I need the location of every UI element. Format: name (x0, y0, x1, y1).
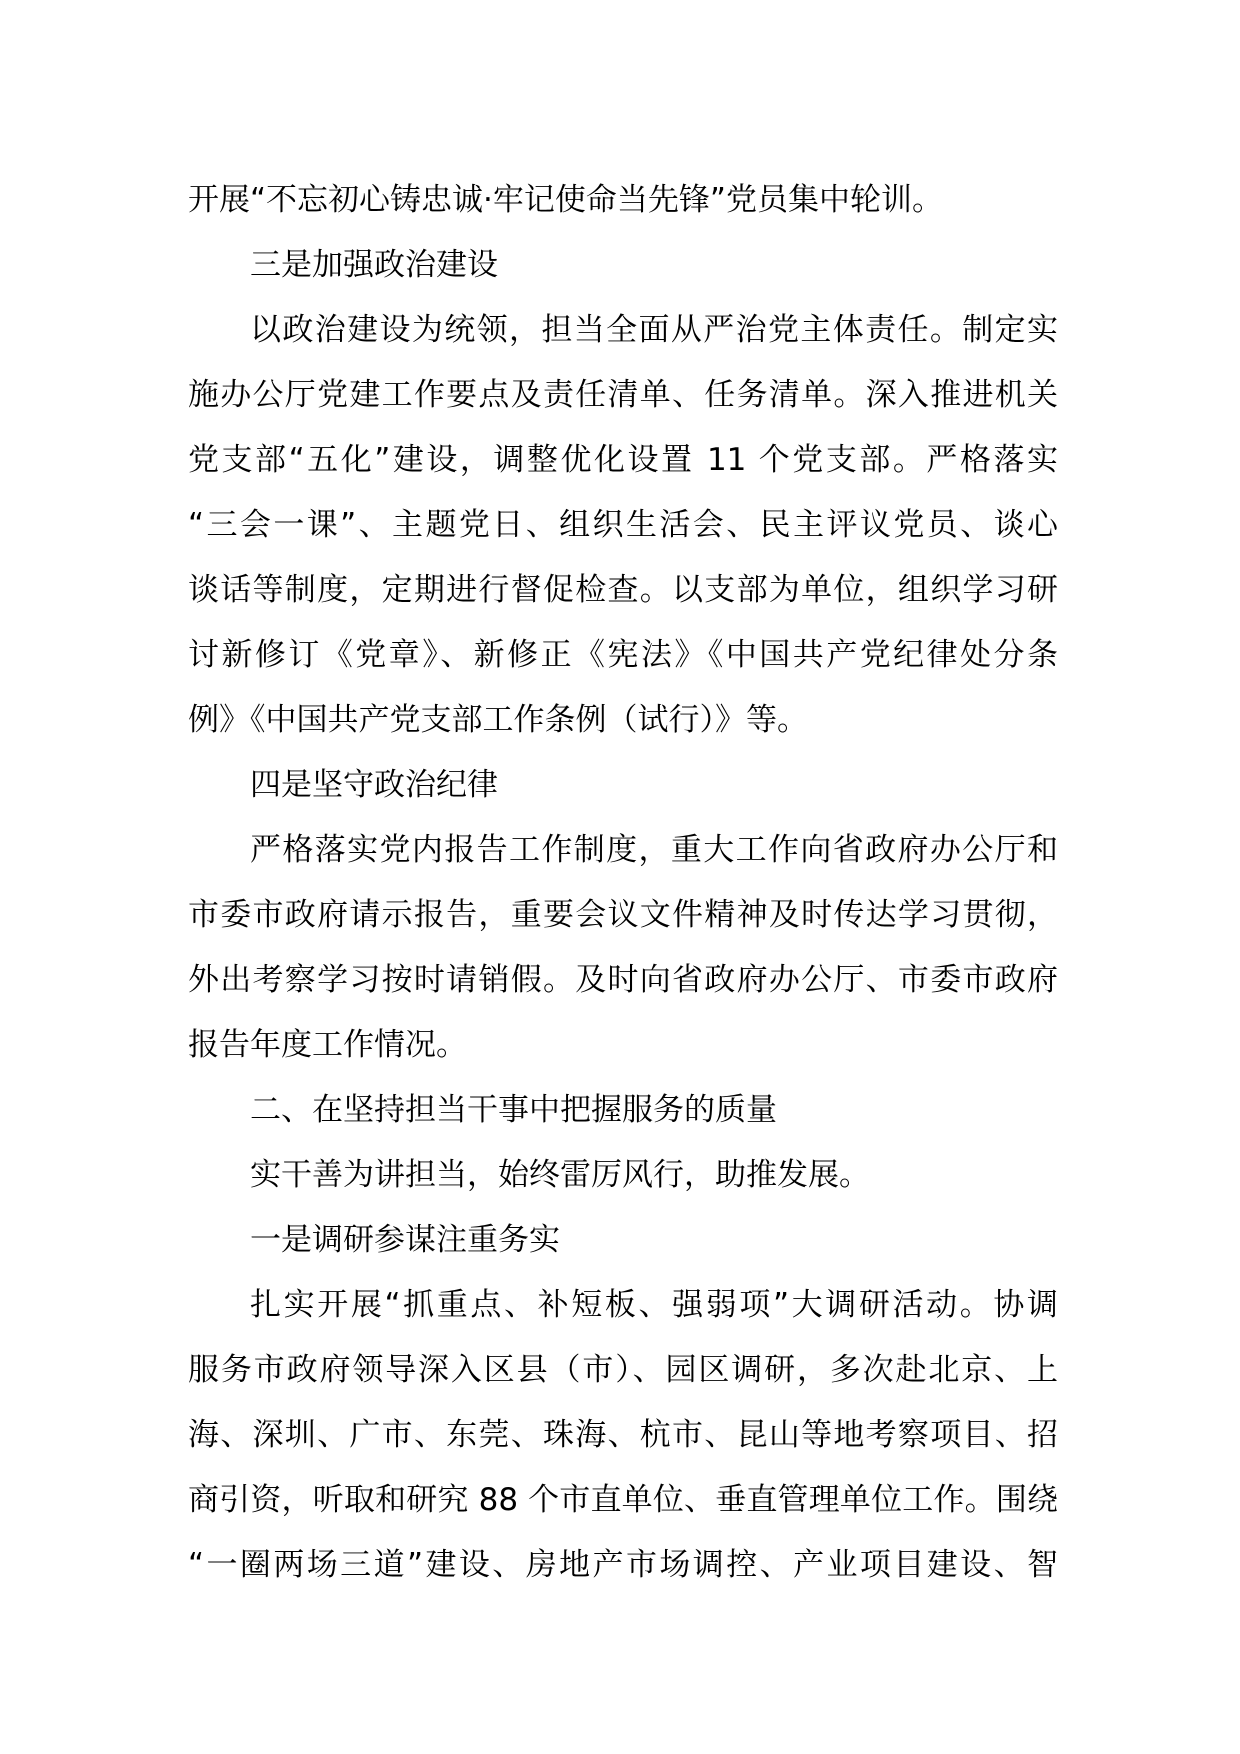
text-line: 实干善为讲担当，始终雷厉风行，助推发展。 (250, 1157, 870, 1193)
text-line: 外出考察学习按时请销假。及时向省政府办公厅、市委市政府 (188, 962, 1058, 998)
text-line: 施办公厅党建工作要点及责任清单、任务清单。深入推进机关 (188, 377, 1058, 413)
text-line: 讨新修订《党章》、新修正《宪法》《中国共产党纪律处分条 (188, 637, 1058, 673)
text-line: 服务市政府领导深入区县（市）、园区调研，多次赴北京、上 (188, 1352, 1058, 1388)
text-line: 例》《中国共产党支部工作条例（试行）》等。 (188, 702, 808, 738)
text-line: 报告年度工作情况。 (188, 1027, 467, 1063)
text-line: 海、深圳、广市、东莞、珠海、杭市、昆山等地考察项目、招 (188, 1417, 1058, 1453)
body-text (188, 168, 1058, 1598)
section-heading: 二、在坚持担当干事中把握服务的质量 (250, 1092, 777, 1128)
section-heading: 一是调研参谋注重务实 (250, 1222, 560, 1258)
text-line: “一圈两场三道”建设、房地产市场调控、产业项目建设、智 (188, 1547, 1058, 1583)
text-line: 谈话等制度，定期进行督促检查。以支部为单位，组织学习研 (188, 572, 1058, 608)
text-line: “三会一课”、主题党日、组织生活会、民主评议党员、谈心 (188, 507, 1058, 543)
text-line: 商引资，听取和研究 88 个市直单位、垂直管理单位工作。围绕 (188, 1482, 1058, 1518)
text-line: 市委市政府请示报告，重要会议文件精神及时传达学习贯彻， (188, 897, 1058, 933)
text-line: 扎实开展“抓重点、补短板、强弱项”大调研活动。协调 (250, 1287, 1058, 1323)
text-line: 以政治建设为统领，担当全面从严治党主体责任。制定实 (250, 312, 1058, 348)
section-heading: 三是加强政治建设 (250, 247, 498, 283)
section-heading: 四是坚守政治纪律 (250, 767, 498, 803)
text-line: 党支部“五化”建设，调整优化设置 11 个党支部。严格落实 (188, 442, 1058, 478)
text-line: 严格落实党内报告工作制度，重大工作向省政府办公厅和 (250, 832, 1058, 868)
text-line: 开展“不忘初心铸忠诚·牢记使命当先锋”党员集中轮训。 (188, 182, 943, 218)
